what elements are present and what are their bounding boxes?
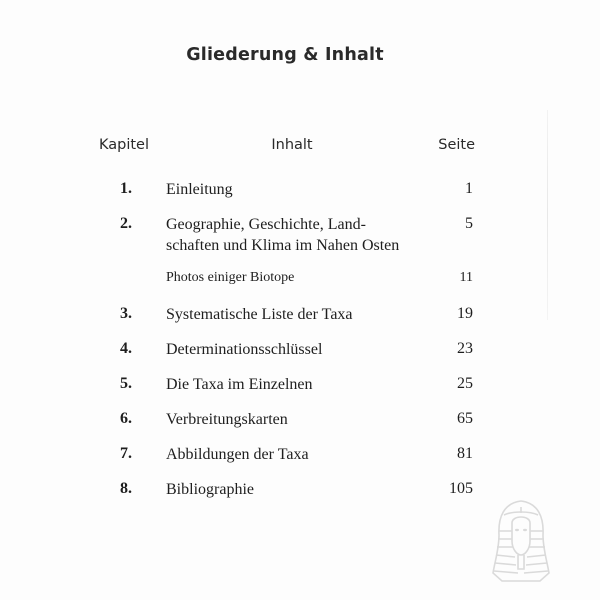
chapter-title-line: Systematische Liste der Taxa	[166, 306, 353, 323]
chapter-title	[166, 444, 436, 465]
header-seite: Seite	[438, 137, 475, 153]
chapter-title	[166, 339, 436, 360]
chapter-title-line: Geographie, Geschichte, Land-	[166, 216, 366, 233]
chapter-title-line: Determinationsschlüssel	[166, 341, 323, 358]
chapter-number: 7.	[120, 445, 132, 462]
chapter-page: 105	[449, 480, 473, 497]
chapter-page: 19	[457, 305, 473, 322]
chapter-number: 3.	[120, 305, 132, 322]
chapter-page: 23	[457, 340, 473, 357]
chapter-page: 11	[459, 270, 473, 285]
chapter-title	[166, 268, 436, 288]
chapter-page: 25	[457, 375, 473, 392]
chapter-title	[166, 179, 436, 200]
chapter-title	[166, 304, 436, 325]
chapter-page: 1	[465, 180, 473, 197]
chapter-number: 5.	[120, 375, 132, 392]
chapter-title-line: Abbildungen der Taxa	[166, 446, 309, 463]
chapter-number: 2.	[120, 215, 132, 232]
chapter-page: 5	[465, 215, 473, 232]
page-edge-line	[547, 110, 548, 320]
chapter-title	[166, 409, 436, 430]
chapter-number: 8.	[120, 480, 132, 497]
header-inhalt: Inhalt	[271, 137, 313, 153]
chapter-title-line: Einleitung	[166, 181, 233, 198]
chapter-title-line: Verbreitungskarten	[166, 411, 288, 428]
chapter-title-line: Photos einiger Biotope	[166, 270, 295, 285]
chapter-title-line: Die Taxa im Einzelnen	[166, 376, 313, 393]
chapter-number: 1.	[120, 180, 132, 197]
header-kapitel: Kapitel	[99, 137, 150, 153]
page-title: Gliederung & Inhalt	[186, 45, 384, 65]
chapter-number: 6.	[120, 410, 132, 427]
chapter-title-line: schaften und Klima im Nahen Osten	[166, 237, 400, 254]
pharaoh-head-icon	[490, 497, 552, 591]
chapter-title	[166, 214, 436, 256]
chapter-number: 4.	[120, 340, 132, 357]
chapter-title	[166, 479, 436, 500]
chapter-title	[166, 374, 436, 395]
chapter-title-line: Bibliographie	[166, 481, 254, 498]
chapter-page: 65	[457, 410, 473, 427]
chapter-page: 81	[457, 445, 473, 462]
